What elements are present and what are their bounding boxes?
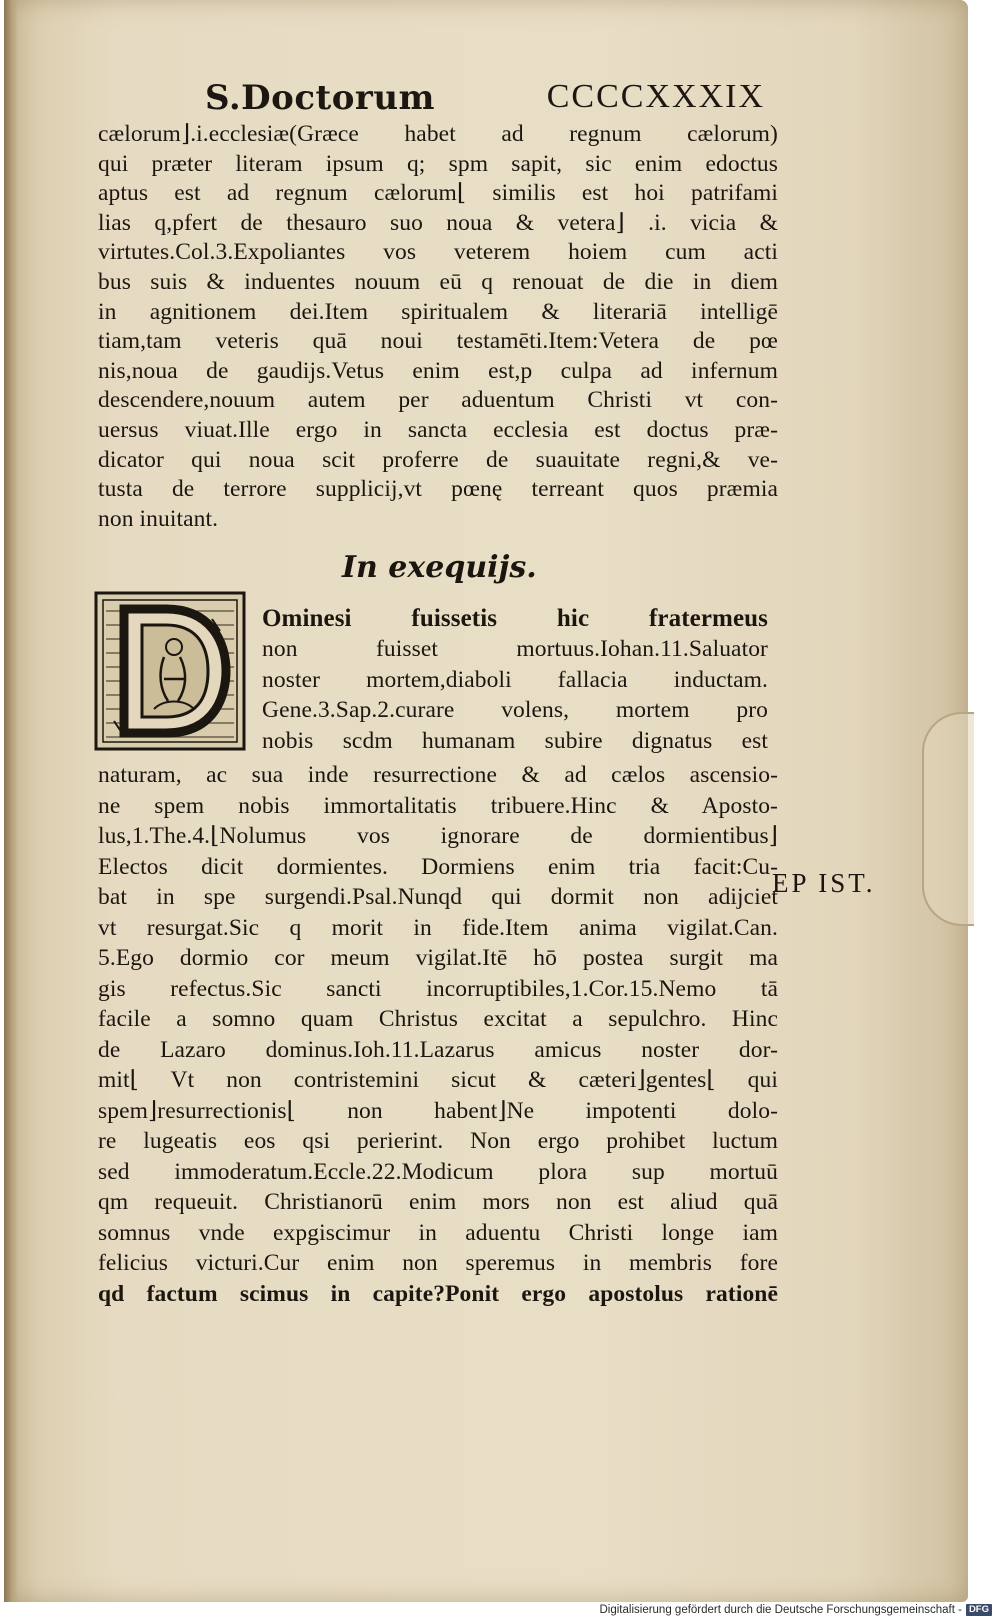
- running-title: S.Doctorum: [205, 78, 436, 118]
- dfg-logo: DFG: [966, 1604, 992, 1616]
- text-line: non fuisset mortuus.Iohan.11.Saluator: [262, 636, 768, 663]
- section-heading: In exequijs.: [342, 550, 537, 585]
- footer-credit: Digitalisierung gefördert durch die Deutsche Forschungsgemeinschaft -: [599, 1604, 962, 1616]
- text-line: lus,1.The.4.⌊Nolumus vos ignorare de dormientibus⌋: [98, 823, 778, 849]
- text-line: nobis scdm humanam subire dignatus est: [262, 727, 768, 754]
- text-line: bat in spe surgendi.Psal.Nunqd qui dormit non adijciet: [98, 884, 778, 910]
- folio-number: CCCCXXXIX: [546, 78, 765, 115]
- text-line: lias q,pfert de thesauro suo noua & vetera⌋ .i. vicia &: [98, 209, 778, 236]
- marginal-note: EP IST.: [772, 868, 876, 898]
- text-line: qd factum scimus in capite?Ponit ergo apostolus rationē: [98, 1280, 778, 1307]
- text-line: gis refectus.Sic sancti incorruptibiles,1.Cor.15.Nemo tā: [98, 975, 778, 1002]
- text-line: felicius victuri.Cur enim non speremus in membris fore: [98, 1250, 778, 1276]
- text-line: facile a somno quam Christus excitat a sepulchro. Hinc: [98, 1006, 778, 1032]
- text-line: naturam, ac sua inde resurrectione & ad cælos ascensio-: [98, 762, 778, 788]
- text-block-2: [262, 604, 768, 756]
- historiated-initial-d-icon: [94, 591, 246, 751]
- text-line: cælorum⌋.i.ecclesiæ(Græce habet ad regnum cælorum): [98, 121, 778, 147]
- text-line: Electos dicit dormientes. Dormiens enim tria facit:Cu-: [98, 853, 778, 880]
- text-line: tiam,tam veteris quā noui testamēti.Item:Vetera de pœ: [98, 328, 778, 355]
- text-line: sed immoderatum.Eccle.22.Modicum plora sup mortuū: [98, 1158, 778, 1185]
- text-line: non inuitant.: [98, 505, 219, 532]
- text-line: vt resurgat.Sic q morit in fide.Item anima vigilat.Can.: [98, 914, 778, 941]
- text-line: descendere,nouum autem per aduentum Christi vt con-: [98, 387, 778, 414]
- text-line: mit⌊ Vt non contristemini sicut & cæteri⌋gentes⌊ qui: [98, 1067, 778, 1093]
- text-line: in agnitionem dei.Item spiritualem & literariā intelligē: [98, 298, 778, 325]
- binding-edge: [4, 0, 18, 1602]
- fore-edge-tab: [922, 712, 974, 926]
- text-line: Ominesi fuissetis hic fratermeus: [262, 605, 768, 632]
- text-line: bus suis & induentes nouum eū q renouat de die in diem: [98, 268, 778, 295]
- text-line: noster mortem,diaboli fallacia inductam.: [262, 666, 768, 693]
- text-line: qm requeuit. Christianorū enim mors non est aliud quā: [98, 1189, 778, 1215]
- text-line: aptus est ad regnum cælorum⌊ similis est hoi patrifami: [98, 180, 778, 207]
- text-line: nis,noua de gaudijs.Vetus enim est,p culpa ad infernum: [98, 357, 778, 384]
- text-line: somnus vnde expgiscimur in aduentu Christi longe iam: [98, 1219, 778, 1246]
- text-line: 5.Ego dormio cor meum vigilat.Itē hō postea surgit ma: [98, 945, 778, 971]
- text-line: re lugeatis eos qsi perierint. Non ergo prohibet luctum: [98, 1128, 778, 1154]
- text-block-1: [98, 120, 778, 534]
- text-line: Gene.3.Sap.2.curare volens, mortem pro: [262, 697, 768, 724]
- digitization-footer: [600, 1603, 993, 1617]
- running-head: [205, 78, 765, 122]
- text-line: ne spem nobis immortalitatis tribuere.Hinc & Aposto-: [98, 792, 778, 819]
- text-line: qui præter literam ipsum q; spm sapit, sic enim edoctus: [98, 150, 778, 177]
- text-line: de Lazaro dominus.Ioh.11.Lazarus amicus noster dor-: [98, 1036, 778, 1063]
- text-line: uersus viuat.Ille ergo in sancta ecclesia est doctus præ-: [98, 416, 778, 443]
- text-line: spem⌋resurrectionis⌊ non habent⌋Ne impotenti dolo-: [98, 1097, 778, 1124]
- text-block-3: [98, 760, 778, 1309]
- text-line: virtutes.Col.3.Expoliantes vos veterem hoiem cum acti: [98, 239, 778, 266]
- text-line: tusta de terrore supplicij,vt pœnę terreant quos præmia: [98, 476, 778, 503]
- text-line: dicator qui noua scit proferre de suauitate regni,& ve-: [98, 446, 778, 473]
